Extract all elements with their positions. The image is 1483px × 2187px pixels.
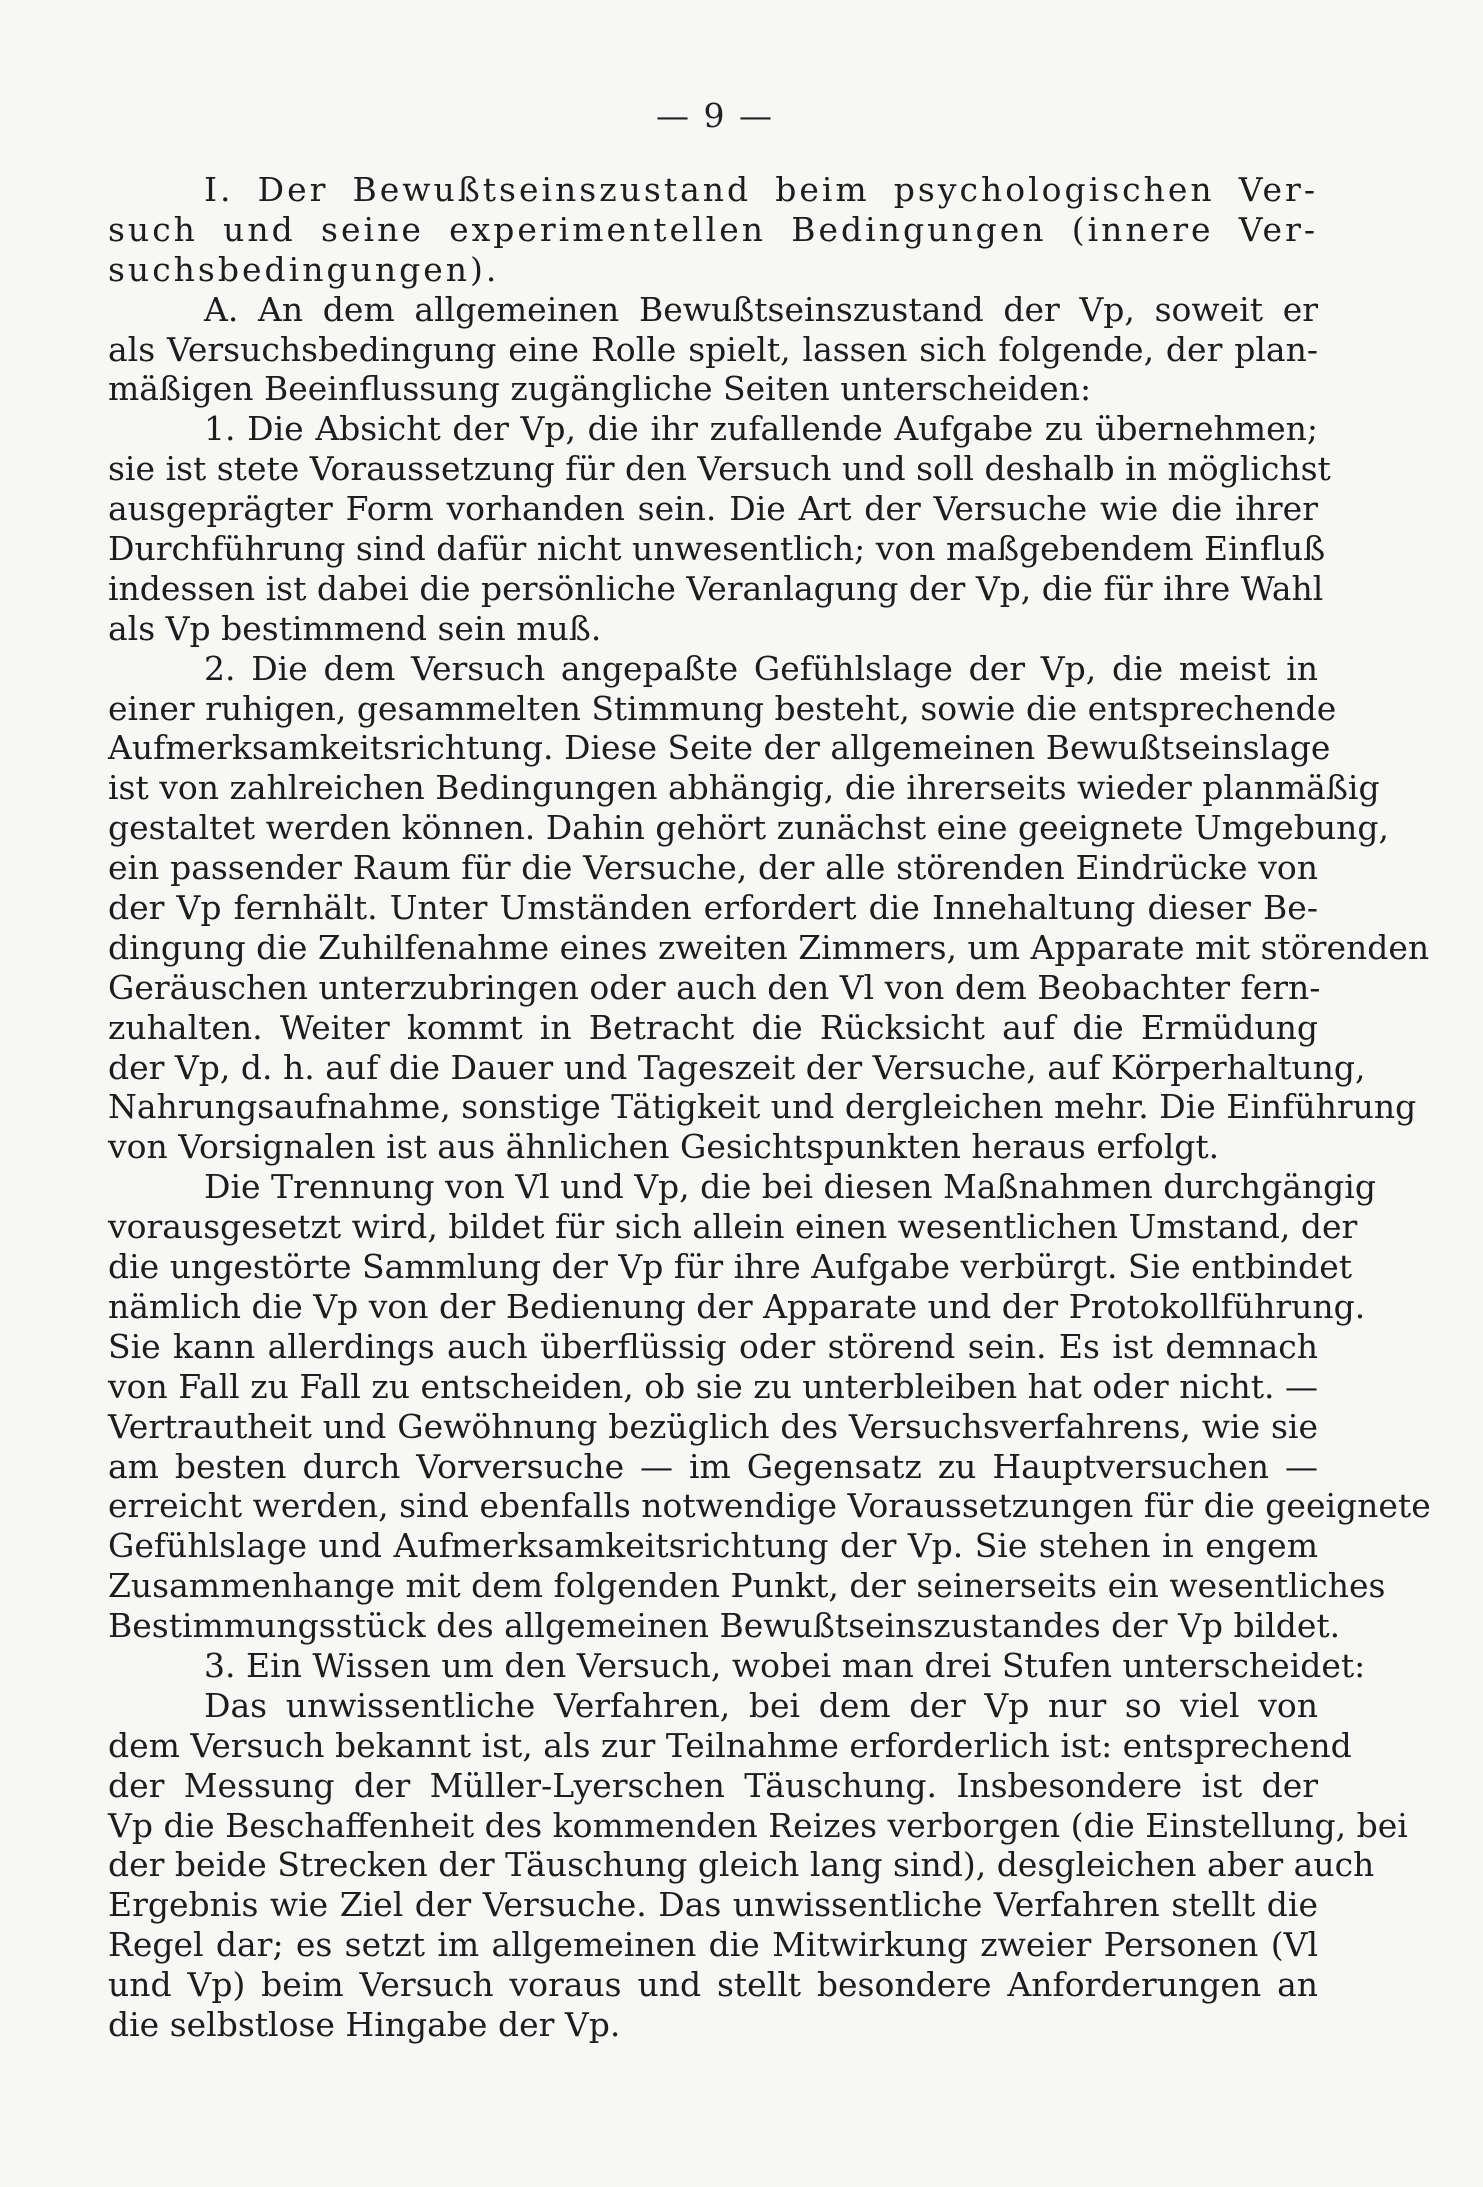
text-line: 2. Die dem Versuch angepaßte Gefühlslage der Vp, die meist in	[204, 648, 1318, 688]
text-line: einer ruhigen, gesammelten Stimmung besteht, sowie die entsprechende	[108, 688, 1337, 728]
text-line: 1. Die Absicht der Vp, die ihr zufallende Aufgabe zu übernehmen;	[204, 409, 1318, 449]
text-line: Gefühlslage und Aufmerksamkeitsrichtung der Vp. Sie stehen in engem	[108, 1526, 1318, 1566]
body-text	[108, 170, 1431, 2045]
text-line: Das unwissentliche Verfahren, bei dem der Vp nur so viel von	[204, 1685, 1318, 1725]
text-line: zuhalten. Weiter kommt in Betracht die Rücksicht auf die Ermüdung	[108, 1007, 1318, 1047]
text-line: A. An dem allgemeinen Bewußtseinszustand der Vp, soweit er	[204, 289, 1318, 329]
text-line: der beide Strecken der Täuschung gleich lang sind), desgleichen aber auch	[108, 1845, 1375, 1885]
text-line: der Vp fernhält. Unter Umständen erfordert die Innehaltung dieser Be-	[108, 888, 1318, 928]
text-line: 3. Ein Wissen um den Versuch, wobei man drei Stufen unterscheidet:	[204, 1645, 1366, 1685]
text-line: am besten durch Vorversuche — im Gegensatz zu Hauptversuchen —	[108, 1446, 1318, 1486]
text-line: dingung die Zuhilfenahme eines zweiten Zimmers, um Apparate mit störenden	[108, 927, 1430, 967]
text-line: Aufmerksamkeitsrichtung. Diese Seite der allgemeinen Bewußtseinslage	[108, 728, 1331, 768]
text-line: ausgeprägter Form vorhanden sein. Die Art der Versuche wie die ihrer	[108, 489, 1318, 529]
text-line: als Vp bestimmend sein muß.	[108, 608, 602, 648]
text-line: ein passender Raum für die Versuche, der alle störenden Eindrücke von	[108, 848, 1318, 888]
text-line: Sie kann allerdings auch überflüssig oder störend sein. Es ist demnach	[108, 1326, 1318, 1366]
text-line: gestaltet werden können. Dahin gehört zunächst eine geeignete Umgebung,	[108, 808, 1389, 848]
text-line: Ergebnis wie Ziel der Versuche. Das unwissentliche Verfahren stellt die	[108, 1885, 1318, 1925]
text-line: vorausgesetzt wird, bildet für sich allein einen wesentlichen Umstand, der	[108, 1207, 1358, 1247]
text-line: die ungestörte Sammlung der Vp für ihre Aufgabe verbürgt. Sie entbindet	[108, 1247, 1352, 1287]
text-line: als Versuchsbedingung eine Rolle spielt, lassen sich folgende, der plan-	[108, 329, 1318, 369]
text-line: nämlich die Vp von der Bedienung der Apparate und der Protokollführung.	[108, 1286, 1366, 1326]
text-line: Bestimmungsstück des allgemeinen Bewußtseinszustandes der Vp bildet.	[108, 1606, 1341, 1646]
page-number: — 9 —	[656, 96, 774, 135]
text-line: Vertrautheit und Gewöhnung bezüglich des Versuchsverfahrens, wie sie	[108, 1406, 1318, 1446]
text-line: suchsbedingungen).	[108, 249, 500, 289]
text-line: such und seine experimentellen Bedingungen (innere Ver-	[108, 209, 1318, 249]
text-line: Vp die Beschaffenheit des kommenden Reizes verborgen (die Einstellung, bei	[108, 1805, 1408, 1845]
text-line: von Vorsignalen ist aus ähnlichen Gesichtspunkten heraus erfolgt.	[108, 1127, 1220, 1167]
text-line: von Fall zu Fall zu entscheiden, ob sie zu unterbleiben hat oder nicht. —	[108, 1366, 1318, 1406]
text-line: mäßigen Beeinflussung zugängliche Seiten unterscheiden:	[108, 369, 1092, 409]
text-line: dem Versuch bekannt ist, als zur Teilnahme erforderlich ist: entsprechend	[108, 1725, 1352, 1765]
text-line: Regel dar; es setzt im allgemeinen die Mitwirkung zweier Personen (Vl	[108, 1925, 1318, 1965]
text-line: und Vp) beim Versuch voraus und stellt besondere Anforderungen an	[108, 1965, 1318, 2005]
text-line: ist von zahlreichen Bedingungen abhängig, die ihrerseits wieder planmäßig	[108, 768, 1380, 808]
text-line: Nahrungsaufnahme, sonstige Tätigkeit und dergleichen mehr. Die Einführung	[108, 1087, 1417, 1127]
text-line: sie ist stete Voraussetzung für den Versuch und soll deshalb in möglichst	[108, 449, 1331, 489]
text-line: indessen ist dabei die persönliche Veranlagung der Vp, die für ihre Wahl	[108, 568, 1324, 608]
text-line: Durchführung sind dafür nicht unwesentlich; von maßgebendem Einfluß	[108, 529, 1326, 569]
text-line: der Messung der Müller-Lyerschen Täuschung. Insbesondere ist der	[108, 1765, 1318, 1805]
text-line: Die Trennung von Vl und Vp, die bei diesen Maßnahmen durchgängig	[204, 1167, 1376, 1207]
text-line: erreicht werden, sind ebenfalls notwendige Voraussetzungen für die geeignete	[108, 1486, 1431, 1526]
text-line: Geräuschen unterzubringen oder auch den Vl von dem Beobachter fern-	[108, 967, 1321, 1007]
text-line: die selbstlose Hingabe der Vp.	[108, 2004, 621, 2044]
text-line: der Vp, d. h. auf die Dauer und Tageszeit der Versuche, auf Körperhaltung,	[108, 1047, 1366, 1087]
text-line: I. Der Bewußtseinszustand beim psychologischen Ver-	[204, 170, 1318, 209]
text-line: Zusammenhange mit dem folgenden Punkt, der seinerseits ein wesentliches	[108, 1566, 1386, 1606]
